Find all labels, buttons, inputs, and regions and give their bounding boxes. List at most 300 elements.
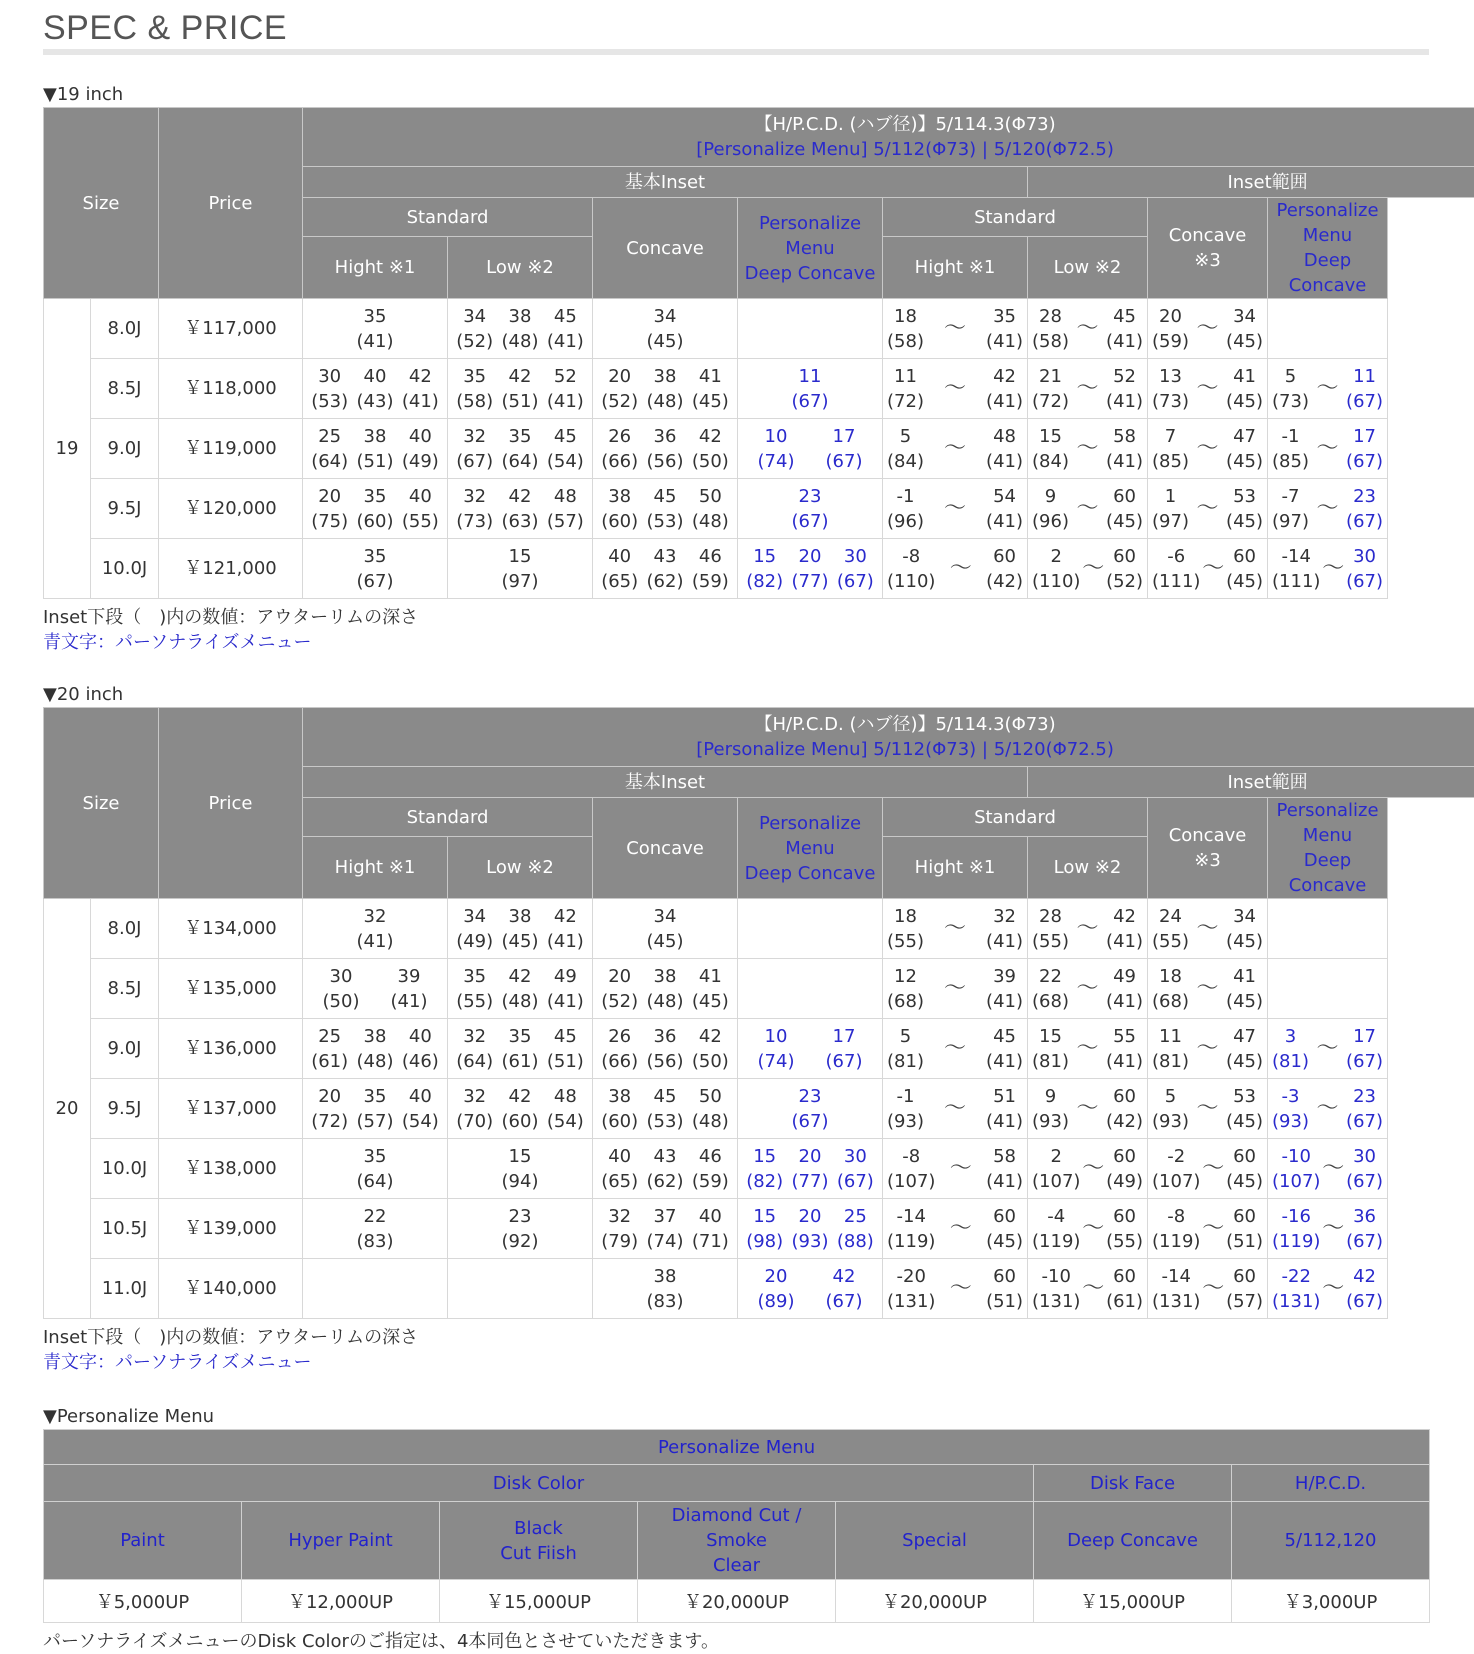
inset-value: 40 (65) xyxy=(601,544,638,594)
range-max: 41 (45) xyxy=(1226,964,1263,1014)
inset-value: 35 (58) xyxy=(456,364,493,414)
range-min: 21 (72) xyxy=(1032,364,1069,414)
inset-value: 25 (61) xyxy=(311,1024,348,1074)
range-max: 23 (67) xyxy=(1346,484,1383,534)
hpcd-header xyxy=(303,108,1474,167)
range-max: 53 (45) xyxy=(1226,1084,1263,1134)
range-min: -1 (96) xyxy=(887,484,924,534)
inset-value: 35 (55) xyxy=(456,964,493,1014)
inset-value: 42 (41) xyxy=(547,904,584,954)
inset-value: 15 (98) xyxy=(746,1204,783,1254)
inset-values xyxy=(738,1144,882,1194)
inset-cell xyxy=(738,1259,883,1319)
inset-value: 32 (41) xyxy=(357,904,394,954)
range-low-header: Low ※2 xyxy=(1028,837,1148,899)
inset-value: 42 (51) xyxy=(502,364,539,414)
section-heading: ▼20 inch xyxy=(43,683,1429,707)
inset-value: 41 (45) xyxy=(692,364,729,414)
range-max: 49 (41) xyxy=(1106,964,1143,1014)
inset-value: 34 (49) xyxy=(456,904,493,954)
range-min: -1 (85) xyxy=(1272,424,1309,474)
range-min: 5 (93) xyxy=(1152,1084,1189,1134)
range-values xyxy=(1028,364,1147,414)
inset-value: 45 (41) xyxy=(547,304,584,354)
range-min: 18 (55) xyxy=(887,904,924,954)
personalize-column: 5/112,120 xyxy=(1232,1502,1430,1580)
inset-value: 38 (60) xyxy=(601,484,638,534)
inset-value: 26 (66) xyxy=(601,1024,638,1074)
range-cell xyxy=(1268,1199,1388,1259)
inset-cell xyxy=(448,1079,593,1139)
inset-value: 35 (57) xyxy=(357,1084,394,1134)
blue-text-note: 青文字：パーソナライズメニュー xyxy=(43,1350,1429,1375)
inset-value: 17 (67) xyxy=(826,1024,863,1074)
price: ￥120,000 xyxy=(159,479,303,539)
personalize-price: ￥20,000UP xyxy=(638,1580,836,1623)
range-tilde: 〜 xyxy=(1082,1156,1104,1181)
personalize-price: ￥12,000UP xyxy=(242,1580,440,1623)
inset-cell xyxy=(448,1019,593,1079)
range-personalize-header: Personalize Menu Deep Concave xyxy=(1268,198,1388,299)
range-tilde: 〜 xyxy=(1322,1276,1344,1301)
inset-value: 35 (61) xyxy=(502,1024,539,1074)
range-tilde: 〜 xyxy=(944,976,966,1001)
inset-values xyxy=(738,1204,882,1254)
range-cell xyxy=(1148,539,1268,599)
personalize-price: ￥5,000UP xyxy=(44,1580,242,1623)
inset-values xyxy=(303,964,447,1014)
range-tilde: 〜 xyxy=(1077,1096,1099,1121)
spec-section-19 xyxy=(43,83,1429,655)
range-tilde: 〜 xyxy=(944,316,966,341)
range-min: -10 (131) xyxy=(1032,1264,1080,1314)
range-cell xyxy=(1148,1079,1268,1139)
title-divider xyxy=(43,49,1429,55)
price: ￥138,000 xyxy=(159,1139,303,1199)
range-cell xyxy=(883,1199,1028,1259)
inset-range-header: Inset範囲 xyxy=(1028,767,1474,798)
range-cell xyxy=(1148,419,1268,479)
inset-value: 15 (94) xyxy=(502,1144,539,1194)
inset-value: 38 (83) xyxy=(647,1264,684,1314)
inset-cell xyxy=(303,1079,448,1139)
range-max: 58 (41) xyxy=(986,1144,1023,1194)
range-max: 60 (45) xyxy=(1226,544,1263,594)
inset-values xyxy=(448,1084,592,1134)
range-cell xyxy=(1148,959,1268,1019)
low-header: Low ※2 xyxy=(448,237,593,299)
range-cell xyxy=(1268,1139,1388,1199)
table-row xyxy=(44,359,1474,419)
blue-text-note: 青文字：パーソナライズメニュー xyxy=(43,630,1429,655)
range-max: 23 (67) xyxy=(1346,1084,1383,1134)
range-min: 9 (96) xyxy=(1032,484,1069,534)
range-max: 32 (41) xyxy=(986,904,1023,954)
inset-value: 38 (51) xyxy=(357,424,394,474)
inset-cell xyxy=(738,479,883,539)
range-tilde: 〜 xyxy=(1197,316,1219,341)
personalize-column: Hyper Paint xyxy=(242,1502,440,1580)
inset-cell xyxy=(303,959,448,1019)
inset-value: 34 (52) xyxy=(456,304,493,354)
range-values xyxy=(1268,1264,1387,1314)
range-values xyxy=(883,484,1027,534)
inset-values xyxy=(738,1084,882,1134)
inset-note: Inset下段（ )内の数値：アウターリムの深さ xyxy=(43,1325,1429,1350)
range-cell xyxy=(1028,1019,1148,1079)
range-max: 48 (41) xyxy=(986,424,1023,474)
hight-header: Hight ※1 xyxy=(303,837,448,899)
inset-cell xyxy=(593,1259,738,1319)
range-values xyxy=(1148,1084,1267,1134)
range-tilde: 〜 xyxy=(1082,1276,1104,1301)
disk-color-header: Disk Color xyxy=(44,1465,1034,1502)
inset-values xyxy=(448,364,592,414)
range-max: 60 (42) xyxy=(986,544,1023,594)
inset-value: 49 (41) xyxy=(547,964,584,1014)
range-max: 11 (67) xyxy=(1346,364,1383,414)
concave-header: Concave xyxy=(593,198,738,299)
range-tilde: 〜 xyxy=(944,1096,966,1121)
range-min: 12 (68) xyxy=(887,964,924,1014)
range-values xyxy=(883,304,1027,354)
inset-values xyxy=(593,1264,737,1314)
table-row xyxy=(44,1019,1474,1079)
inset-cell xyxy=(738,299,883,359)
inset-value: 20 (75) xyxy=(311,484,348,534)
range-tilde: 〜 xyxy=(950,556,972,581)
inset-value: 10 (74) xyxy=(758,424,795,474)
inset-values xyxy=(738,544,882,594)
inset-cell xyxy=(738,359,883,419)
range-values xyxy=(883,1144,1027,1194)
inset-value: 42 (50) xyxy=(692,1024,729,1074)
range-cell xyxy=(1028,1259,1148,1319)
inset-values xyxy=(303,424,447,474)
range-cell xyxy=(1268,1079,1388,1139)
range-min: 13 (73) xyxy=(1152,364,1189,414)
range-max: 60 (52) xyxy=(1106,544,1143,594)
inset-value: 32 (64) xyxy=(456,1024,493,1074)
personalize-table xyxy=(43,1429,1430,1623)
range-max: 30 (67) xyxy=(1346,544,1383,594)
range-tilde: 〜 xyxy=(950,1216,972,1241)
range-values xyxy=(1028,964,1147,1014)
price: ￥136,000 xyxy=(159,1019,303,1079)
range-min: 5 (84) xyxy=(887,424,924,474)
range-values xyxy=(1028,1084,1147,1134)
personalize-price: ￥15,000UP xyxy=(440,1580,638,1623)
inset-cell xyxy=(303,1139,448,1199)
inset-cell xyxy=(593,899,738,959)
inset-values xyxy=(448,1204,592,1254)
inset-value: 30 (67) xyxy=(837,1144,874,1194)
inset-value: 20 (93) xyxy=(792,1204,829,1254)
inset-value: 42 (50) xyxy=(692,424,729,474)
range-max: 45 (41) xyxy=(986,1024,1023,1074)
range-tilde: 〜 xyxy=(1077,436,1099,461)
range-max: 60 (42) xyxy=(1106,1084,1143,1134)
inset-cell xyxy=(593,1079,738,1139)
inset-values xyxy=(448,964,592,1014)
range-tilde: 〜 xyxy=(1197,1096,1219,1121)
rim-width: 8.5J xyxy=(91,959,159,1019)
personalize-price: ￥20,000UP xyxy=(836,1580,1034,1623)
inset-cell xyxy=(738,959,883,1019)
inset-value: 50 (48) xyxy=(692,1084,729,1134)
inset-value: 10 (74) xyxy=(758,1024,795,1074)
inset-value: 35 (67) xyxy=(357,544,394,594)
range-tilde: 〜 xyxy=(1322,556,1344,581)
inset-cell xyxy=(593,1199,738,1259)
range-cell xyxy=(1268,539,1388,599)
table-row xyxy=(44,1139,1474,1199)
range-values xyxy=(1028,484,1147,534)
inset-value: 32 (73) xyxy=(456,484,493,534)
range-max: 60 (51) xyxy=(986,1264,1023,1314)
range-tilde: 〜 xyxy=(1077,976,1099,1001)
hpcd-text: 【H/P.C.D. (ハブ径)】5/114.3(Φ73) xyxy=(754,714,1055,735)
range-tilde: 〜 xyxy=(1202,556,1224,581)
range-max: 47 (45) xyxy=(1226,1024,1263,1074)
range-cell xyxy=(1268,419,1388,479)
personalize-title: Personalize Menu xyxy=(44,1430,1430,1465)
range-max: 52 (41) xyxy=(1106,364,1143,414)
range-values xyxy=(1148,484,1267,534)
inset-value: 45 (51) xyxy=(547,1024,584,1074)
range-cell xyxy=(1028,959,1148,1019)
range-tilde: 〜 xyxy=(1317,1096,1339,1121)
personalize-column: Diamond Cut / Smoke Clear xyxy=(638,1502,836,1580)
rim-width: 8.0J xyxy=(91,899,159,959)
range-min: 7 (85) xyxy=(1152,424,1189,474)
rim-width: 10.0J xyxy=(91,539,159,599)
low-header: Low ※2 xyxy=(448,837,593,899)
personalize-column: Paint xyxy=(44,1502,242,1580)
inset-values xyxy=(593,1024,737,1074)
price-header: Price xyxy=(159,708,303,899)
range-min: -3 (93) xyxy=(1272,1084,1309,1134)
range-values xyxy=(883,1204,1027,1254)
range-cell xyxy=(1148,359,1268,419)
rim-width: 9.5J xyxy=(91,479,159,539)
range-cell xyxy=(1148,1139,1268,1199)
rim-width: 9.5J xyxy=(91,1079,159,1139)
range-max: 34 (45) xyxy=(1226,904,1263,954)
inset-value: 15 (97) xyxy=(502,544,539,594)
section-heading: ▼19 inch xyxy=(43,83,1429,107)
range-tilde: 〜 xyxy=(1322,1156,1344,1181)
range-cell xyxy=(1148,1019,1268,1079)
inset-value: 30 (53) xyxy=(311,364,348,414)
range-max: 17 (67) xyxy=(1346,424,1383,474)
range-cell xyxy=(1028,899,1148,959)
range-cell xyxy=(1028,1139,1148,1199)
standard-header: Standard xyxy=(303,798,593,837)
inset-cell xyxy=(448,479,593,539)
inset-cell xyxy=(593,359,738,419)
inset-cell xyxy=(448,419,593,479)
range-concave-header: Concave ※3 xyxy=(1148,798,1268,899)
range-max: 60 (45) xyxy=(1106,484,1143,534)
range-max: 42 (67) xyxy=(1346,1264,1383,1314)
table-row xyxy=(44,1199,1474,1259)
range-tilde: 〜 xyxy=(1202,1156,1224,1181)
personalize-heading: ▼Personalize Menu xyxy=(43,1405,1429,1429)
range-tilde: 〜 xyxy=(1197,376,1219,401)
range-values xyxy=(1148,1204,1267,1254)
range-max: 54 (41) xyxy=(986,484,1023,534)
inset-value: 50 (48) xyxy=(692,484,729,534)
inset-value: 20 (52) xyxy=(601,964,638,1014)
inset-cell xyxy=(593,1019,738,1079)
inset-value: 23 (92) xyxy=(502,1204,539,1254)
inset-cell xyxy=(448,1199,593,1259)
range-min: -8 (110) xyxy=(887,544,935,594)
price: ￥134,000 xyxy=(159,899,303,959)
range-cell xyxy=(1028,419,1148,479)
inset-value: 25 (88) xyxy=(837,1204,874,1254)
inset-value: 43 (62) xyxy=(647,544,684,594)
range-tilde: 〜 xyxy=(1077,316,1099,341)
range-cell xyxy=(1268,959,1388,1019)
range-values xyxy=(883,1084,1027,1134)
rim-width: 8.5J xyxy=(91,359,159,419)
personalize-price: ￥15,000UP xyxy=(1034,1580,1232,1623)
range-cell xyxy=(1028,1079,1148,1139)
inset-value: 20 (77) xyxy=(792,544,829,594)
range-cell xyxy=(883,539,1028,599)
inset-value: 23 (67) xyxy=(792,484,829,534)
inset-value: 38 (48) xyxy=(502,304,539,354)
inset-values xyxy=(448,484,592,534)
range-min: -22 (131) xyxy=(1272,1264,1320,1314)
inset-values xyxy=(593,1084,737,1134)
range-min: 5 (73) xyxy=(1272,364,1309,414)
inset-value: 40 (54) xyxy=(402,1084,439,1134)
range-values xyxy=(1148,364,1267,414)
inset-value: 34 (45) xyxy=(647,904,684,954)
range-values xyxy=(1148,1264,1267,1314)
range-min: -10 (107) xyxy=(1272,1144,1320,1194)
inset-cell xyxy=(738,1139,883,1199)
range-tilde: 〜 xyxy=(1077,1036,1099,1061)
size-group: 20 xyxy=(44,899,91,1319)
range-tilde: 〜 xyxy=(1202,1216,1224,1241)
range-standard-header: Standard xyxy=(883,798,1148,837)
range-min: -8 (119) xyxy=(1152,1204,1200,1254)
concave-header: Concave xyxy=(593,798,738,899)
inset-values xyxy=(593,484,737,534)
range-values xyxy=(1268,1144,1387,1194)
price: ￥119,000 xyxy=(159,419,303,479)
inset-value: 15 (82) xyxy=(746,1144,783,1194)
inset-cell xyxy=(303,1199,448,1259)
range-values xyxy=(1148,904,1267,954)
range-min: -20 (131) xyxy=(887,1264,935,1314)
inset-value: 35 (41) xyxy=(357,304,394,354)
inset-cell xyxy=(738,539,883,599)
range-min: 15 (84) xyxy=(1032,424,1069,474)
range-values xyxy=(1268,1204,1387,1254)
inset-cell xyxy=(738,1079,883,1139)
range-cell xyxy=(883,899,1028,959)
inset-value: 20 (89) xyxy=(758,1264,795,1314)
range-min: 11 (72) xyxy=(887,364,924,414)
range-cell xyxy=(883,1259,1028,1319)
inset-value: 32 (70) xyxy=(456,1084,493,1134)
base-inset-header: 基本Inset xyxy=(303,167,1028,198)
inset-values xyxy=(303,904,447,954)
range-values xyxy=(883,904,1027,954)
standard-header: Standard xyxy=(303,198,593,237)
range-values xyxy=(1148,544,1267,594)
range-values xyxy=(1268,364,1387,414)
inset-cell xyxy=(448,899,593,959)
size-header: Size xyxy=(44,108,159,299)
table-row xyxy=(44,299,1474,359)
range-values xyxy=(1268,1084,1387,1134)
rim-width: 9.0J xyxy=(91,1019,159,1079)
range-max: 60 (49) xyxy=(1106,1144,1143,1194)
range-tilde: 〜 xyxy=(950,1156,972,1181)
range-max: 60 (61) xyxy=(1106,1264,1143,1314)
range-max: 47 (45) xyxy=(1226,424,1263,474)
inset-value: 42 (60) xyxy=(502,1084,539,1134)
price: ￥139,000 xyxy=(159,1199,303,1259)
inset-value: 45 (53) xyxy=(647,1084,684,1134)
personalize-column: Special xyxy=(836,1502,1034,1580)
inset-value: 38 (48) xyxy=(647,364,684,414)
range-values xyxy=(1268,484,1387,534)
range-min: -1 (93) xyxy=(887,1084,924,1134)
inset-cell xyxy=(303,1259,448,1319)
range-min: 18 (58) xyxy=(887,304,924,354)
range-cell xyxy=(1148,899,1268,959)
table-row xyxy=(44,899,1474,959)
range-cell xyxy=(883,1139,1028,1199)
inset-values xyxy=(593,904,737,954)
personalize-note: パーソナライズメニューのDisk Colorのご指定は、4本同色とさせていただきます。 xyxy=(43,1629,1429,1654)
inset-values xyxy=(593,364,737,414)
table-row xyxy=(44,539,1474,599)
range-cell xyxy=(883,479,1028,539)
range-min: 28 (55) xyxy=(1032,904,1069,954)
inset-values xyxy=(738,484,882,534)
range-max: 60 (57) xyxy=(1226,1264,1263,1314)
inset-value: 39 (41) xyxy=(391,964,428,1014)
range-max: 17 (67) xyxy=(1346,1024,1383,1074)
inset-value: 45 (54) xyxy=(547,424,584,474)
inset-value: 36 (56) xyxy=(647,1024,684,1074)
price: ￥121,000 xyxy=(159,539,303,599)
inset-value: 40 (43) xyxy=(357,364,394,414)
hpcd-header: H/P.C.D. xyxy=(1232,1465,1430,1502)
range-min: 5 (81) xyxy=(887,1024,924,1074)
range-values xyxy=(1028,1024,1147,1074)
range-values xyxy=(1028,424,1147,474)
inset-cell xyxy=(303,539,448,599)
range-max: 60 (45) xyxy=(986,1204,1023,1254)
range-values xyxy=(1148,1144,1267,1194)
range-tilde: 〜 xyxy=(1317,496,1339,521)
range-min: -4 (119) xyxy=(1032,1204,1080,1254)
range-cell xyxy=(1268,479,1388,539)
range-tilde: 〜 xyxy=(1082,556,1104,581)
inset-value: 38 (60) xyxy=(601,1084,638,1134)
inset-note: Inset下段（ )内の数値：アウターリムの深さ xyxy=(43,605,1429,630)
inset-values xyxy=(303,364,447,414)
